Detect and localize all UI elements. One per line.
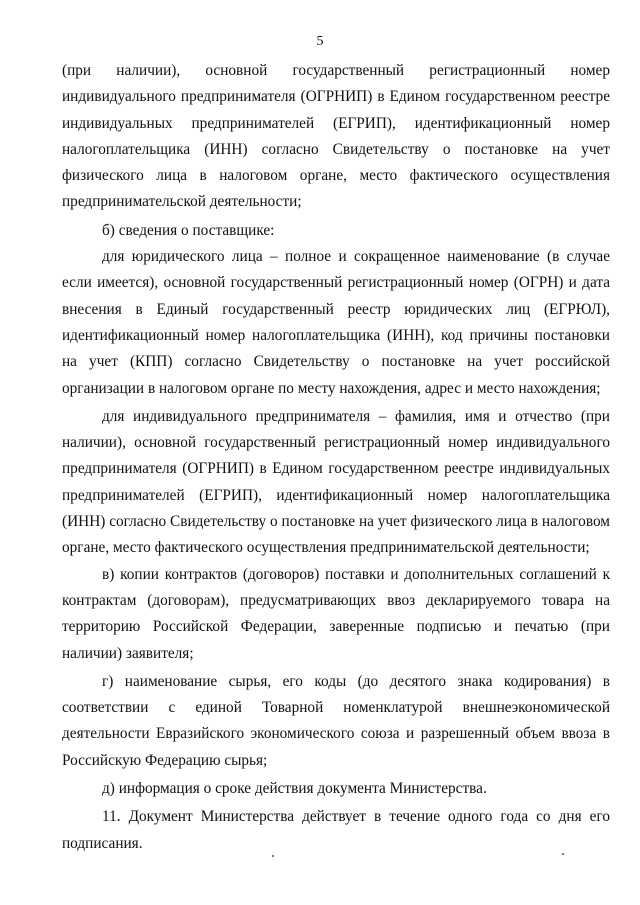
scan-speck [272,855,274,857]
scan-speck [562,853,564,855]
paragraph-validity-info: д) информация о сроке действия документа Министерства. [102,780,487,798]
page-number: 5 [316,34,324,49]
paragraph-document-term: 11. Документ Министерства действует в течение одного года со дня его подписания. [62,808,610,852]
document-body [62,58,610,857]
paragraph-entrepreneur-continuation: (при наличии), основной государственный регистрационный номер индивидуального предпринимателя (ОГРНИП) в Едином государственном реестре индивидуальных предпринимателей (ЕГРИП), идентификационный номер налогоплательщика (ИНН) согласно Свидетельству о постановке на учет физического лица в налоговом органе, место фактического осуществления предпринимательской деятельности; [62,62,610,211]
paragraph-contract-copies: в) копии контрактов (договоров) поставки и дополнительных соглашений к контрактам (договорам), предусматривающих ввоз декларируемого товара на территорию Российской Федерации, заверенные подписью и печатью (при наличии) заявителя; [62,565,610,662]
paragraph-individual-entrepreneur: для индивидуального предпринимателя – фамилия, имя и отчество (при наличии), основной государственный регистрационный номер индивидуального предпринимателя (ОГРНИП) в Едином государственном реестре индивидуальных предпринимателей (ЕГРИП), идентификационный номер налогоплательщика (ИНН) согласно Свидетельству о постановке на учет физического лица в налоговом органе, место фактического осуществления предпринимательской деятельности; [62,407,610,557]
paragraph-legal-entity: для юридического лица – полное и сокращенное наименование (в случае если имеется), основной государственный регистрационный номер (ОГРН) и дата внесения в Единый государственный реестр юридических лиц (ЕГРЮЛ), идентификационный номер налогоплательщика (ИНН), код причины постановки на учет (КПП) согласно Свидетельству о постановке на учет российской организации в налоговом органе по месту нахождения, адрес и место нахождения; [62,248,610,397]
paragraph-raw-material: г) наименование сырья, его коды (до десятого знака кодирования) в соответствии с единой Товарной номенклатурой внешнеэкономической деятельности Евразийского экономического союза и разрешенный объем ввоза в Российскую Федерацию сырья; [62,672,610,769]
paragraph-supplier-heading: б) сведения о поставщике: [102,221,275,239]
